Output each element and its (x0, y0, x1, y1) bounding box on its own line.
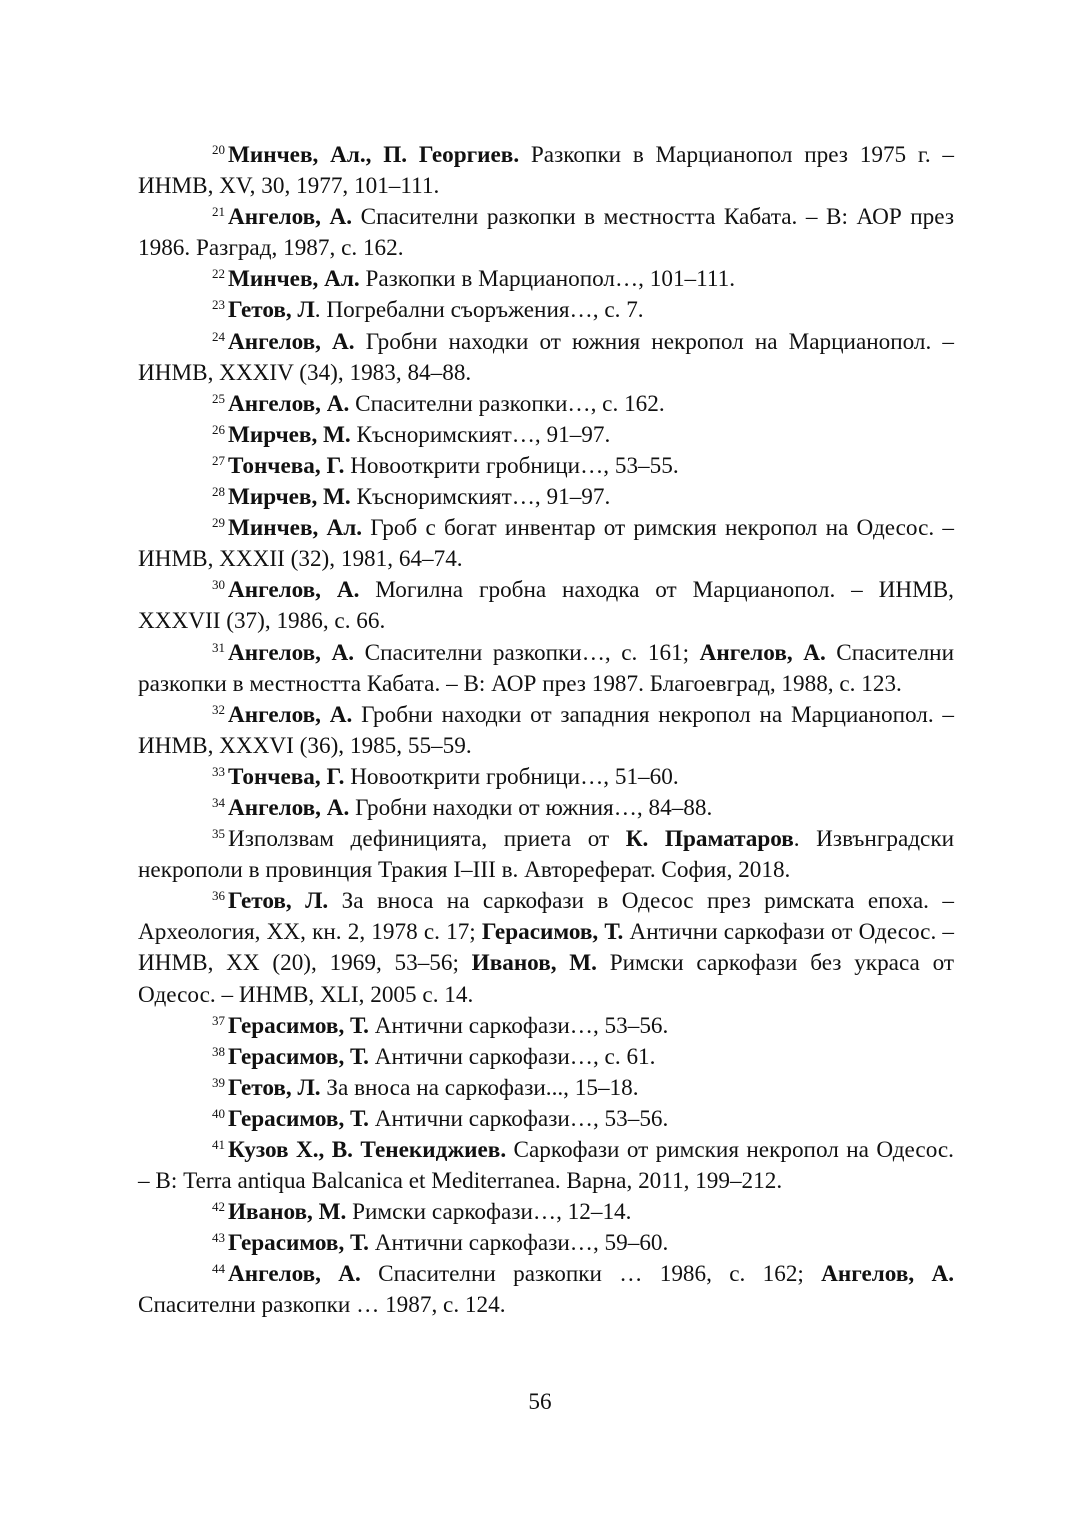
footnote-number: 40 (212, 1105, 225, 1121)
citation-text: Разкопки в Марцианопол през 1975 г. – ИНМВ, XV, 30, 1977, 101–111. (138, 142, 954, 200)
footnote-number: 22 (212, 266, 225, 282)
citation-text: Гробни находки от южния некропол на Марцианопол. – ИНМВ, XXXIV (34), 1983, 84–88. (138, 328, 954, 386)
citation-text: Гробни находки от западния некропол на Марцианопол. – ИНМВ, XXXVI (36), 1985, 55–59. (138, 701, 955, 759)
author-name: Гетов, Л. (228, 888, 329, 915)
footnote-41 (138, 1135, 954, 1197)
footnote-number: 28 (212, 484, 225, 500)
footnote-number: 36 (212, 888, 225, 904)
citation-text: Могилна гробна находка от Марцианопол. – ИНМВ, XXXVII (37), 1986, с. 66. (138, 577, 954, 635)
footnote-number: 41 (212, 1137, 225, 1152)
citation-text: Разкопки в Марцианопол…, 101–111. (359, 266, 736, 293)
citation-text: Гробни находки от южния…, 84–88. (349, 794, 713, 821)
author-name: К. Праматаров (625, 826, 794, 853)
footnotes-block (138, 140, 954, 1322)
footnote-number: 44 (212, 1261, 225, 1277)
author-name: Герасимов, Т. (481, 919, 624, 946)
author-name: Ангелов, А. (228, 794, 350, 821)
citation-text: Новооткрити гробници…, 51–60. (344, 763, 679, 790)
author-name: Ангелов, А. (228, 639, 355, 666)
citation-text: . Извънградски некрополи в провинция Тракия I–III в. Автореферат. София, 2018. (138, 826, 954, 884)
author-name: Гетов, Л (228, 297, 315, 324)
citation-text: Антични саркофази…, с. 61. (368, 1043, 656, 1070)
footnote-25 (138, 389, 954, 420)
footnote-34 (138, 793, 954, 824)
footnote-number: 37 (212, 1012, 225, 1028)
footnote-number: 34 (212, 794, 225, 810)
footnote-number: 32 (212, 701, 225, 717)
author-name: Герасимов, Т. (228, 1043, 369, 1070)
footnote-28 (138, 482, 954, 513)
footnote-number: 42 (212, 1199, 225, 1215)
citation-text: Късноримският…, 91–97. (350, 484, 611, 511)
footnote-39 (138, 1073, 954, 1104)
author-name: Ангелов, А. (228, 204, 353, 231)
citation-text: За вноса на саркофази..., 15–18. (320, 1074, 639, 1101)
footnote-number: 25 (212, 390, 225, 406)
author-name: Гетов, Л. (228, 1074, 321, 1101)
author-name: Ангелов, А. (228, 577, 360, 604)
citation-text: . Погребални съоръжения…, с. 7. (314, 297, 644, 324)
footnote-22 (138, 264, 954, 295)
author-name: Герасимов, Т. (228, 1230, 369, 1257)
author-name: Ангелов, А. (228, 701, 353, 728)
footnote-number: 23 (212, 297, 225, 313)
author-name: Кузов Х., В. Тенекиджиев. (228, 1137, 507, 1163)
citation-text: Римски саркофази без украса от Одесос. – ИНМВ, XLI, 2005 с. 14. (138, 950, 954, 1008)
citation-text: Използвам дефиницията, приета от (228, 826, 626, 853)
footnote-40 (138, 1104, 954, 1135)
author-name: Тончева, Г. (228, 763, 345, 790)
footnote-44 (138, 1259, 954, 1321)
footnote-number: 21 (212, 204, 225, 220)
citation-text: Късноримският…, 91–97. (350, 421, 611, 448)
author-name: Мирчев, М. (228, 484, 351, 511)
author-name: Ангелов, А. (228, 390, 350, 417)
citation-text: Антични саркофази…, 53–56. (368, 1105, 669, 1132)
footnote-35 (138, 824, 954, 886)
footnote-37 (138, 1011, 954, 1042)
citation-text: Антични саркофази…, 59–60. (368, 1230, 669, 1257)
footnote-31 (138, 638, 954, 700)
footnote-24 (138, 327, 954, 389)
citation-text: Спасителни разкопки в местността Кабата. – В: АОР през 1987. Благоевград, 1988, с. 123. (138, 639, 954, 697)
citation-text: За вноса на саркофази в Одесос през римската епоха. – Археология, XX, кн. 2, 1978 с. 17; (138, 888, 954, 946)
footnote-number: 27 (212, 452, 225, 468)
author-name: Минчев, Ал. (228, 266, 360, 293)
footnote-number: 43 (212, 1230, 225, 1246)
footnote-number: 20 (212, 142, 225, 157)
citation-text: Гроб с богат инвентар от римския некропол на Одесос. – ИНМВ, XXXII (32), 1981, 64–74. (138, 515, 954, 573)
author-name: Иванов, М. (471, 950, 597, 977)
footnote-20 (138, 140, 954, 202)
author-name: Ангелов, А. (821, 1261, 954, 1288)
citation-text: Антични саркофази…, 53–56. (368, 1012, 669, 1039)
footnote-number: 24 (212, 328, 225, 344)
footnote-number: 33 (212, 763, 225, 779)
citation-text: Спасителни разкопки … 1987, с. 124. (138, 1292, 506, 1319)
author-name: Минчев, Ал., П. Георгиев. (228, 142, 520, 168)
footnote-number: 29 (212, 515, 225, 531)
author-name: Ангелов, А. (228, 1261, 361, 1288)
author-name: Герасимов, Т. (228, 1012, 369, 1039)
footnote-number: 26 (212, 421, 225, 437)
footnote-number: 30 (212, 577, 225, 593)
author-name: Мирчев, М. (228, 421, 351, 448)
citation-text: Спасителни разкопки…, с. 161; (354, 639, 700, 666)
footnote-23 (138, 295, 954, 326)
footnote-30 (138, 575, 954, 637)
citation-text: Новооткрити гробници…, 53–55. (344, 452, 679, 479)
footnote-29 (138, 513, 954, 575)
author-name: Иванов, М. (228, 1199, 347, 1226)
author-name: Тончева, Г. (228, 452, 345, 479)
citation-text: Антични саркофази от Одесос. – ИНМВ, XX (20), 1969, 53–56; (138, 919, 955, 977)
citation-text: Спасителни разкопки…, с. 162. (349, 390, 665, 417)
page-number: 56 (528, 1389, 552, 1415)
footnote-43 (138, 1228, 954, 1259)
citation-text: Римски саркофази…, 12–14. (346, 1199, 632, 1226)
citation-text: Саркофази от римския некропол на Одесос. – В: Terra antiqua Balcanica et Mediterranea. Варна, 2011, 199–212. (138, 1137, 954, 1195)
footnote-21 (138, 202, 954, 264)
footnote-number: 39 (212, 1074, 225, 1090)
footnote-42 (138, 1197, 954, 1228)
author-name: Ангелов, А. (699, 639, 826, 666)
author-name: Ангелов, А. (228, 328, 355, 355)
citation-text: Спасителни разкопки в местността Кабата. – В: АОР през 1986. Разград, 1987, с. 162. (138, 204, 954, 262)
footnote-number: 31 (212, 639, 225, 655)
footnote-number: 38 (212, 1043, 225, 1059)
footnote-38 (138, 1042, 954, 1073)
citation-text: Спасителни разкопки … 1986, с. 162; (360, 1261, 822, 1288)
footnote-33 (138, 762, 954, 793)
footnote-27 (138, 451, 954, 482)
footnote-36 (138, 886, 954, 1010)
author-name: Минчев, Ал. (228, 515, 363, 542)
footnote-number: 35 (212, 826, 225, 842)
footnote-26 (138, 420, 954, 451)
footnote-32 (138, 700, 954, 762)
author-name: Герасимов, Т. (228, 1105, 369, 1132)
